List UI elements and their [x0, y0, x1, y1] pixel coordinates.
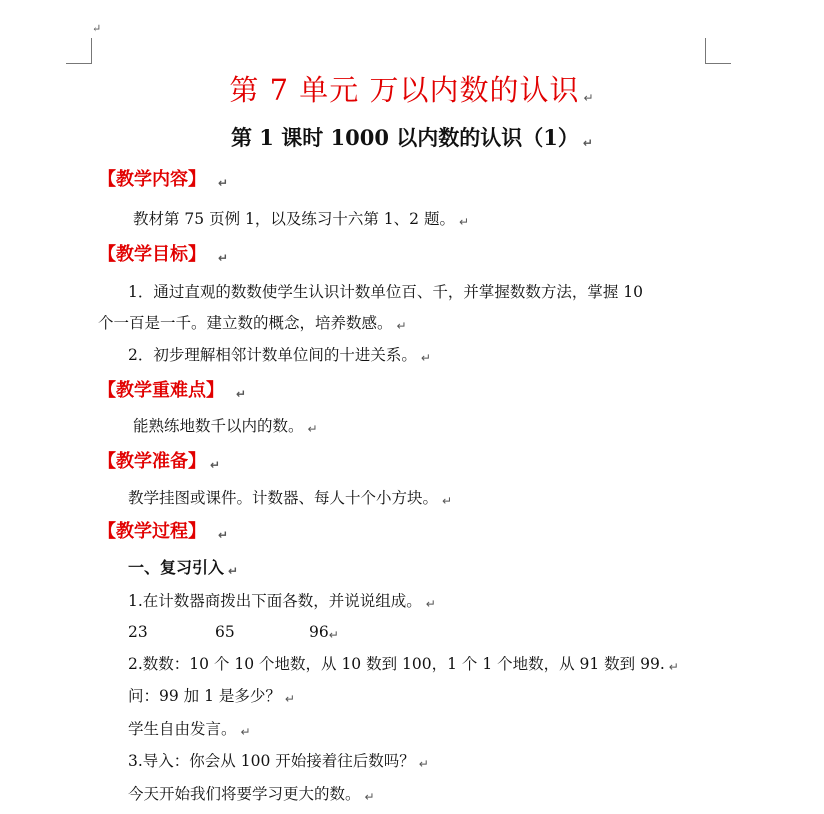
paragraph-mark-icon: ↵ — [218, 251, 229, 265]
paragraph-mark-icon: ↵ — [236, 387, 247, 401]
paragraph-mark-icon: ↵ — [420, 351, 431, 365]
section-heading-content[interactable] — [98, 170, 228, 193]
paragraph-mark-icon: ↵ — [418, 757, 429, 771]
paragraph-mark-icon: ↵ — [442, 494, 453, 508]
paragraph-mark-icon: ↵ — [364, 790, 375, 804]
number-item: 65 — [215, 623, 235, 641]
content-paragraph[interactable] — [133, 209, 469, 232]
process-student-response[interactable] — [128, 719, 251, 742]
lesson-title-text: 第 1 课时 1000 以内数的认识（1） — [231, 125, 579, 150]
process-today-text: 今天开始我们将要学习更大的数。 — [128, 785, 361, 803]
process-step-3-text: 3.导入：你会从 100 开始接着往后数吗？ — [128, 752, 415, 770]
content-text: 教材第 75 页例 1，以及练习十六第 1、2 题。 — [133, 210, 455, 228]
crop-mark-top-right-horizontal — [705, 63, 731, 64]
paragraph-mark-icon: ↵ — [218, 528, 229, 542]
paragraph-mark-icon: ↵ — [582, 136, 593, 150]
number-item: 96 — [309, 623, 329, 641]
paragraph-mark-icon: ↵ — [240, 725, 251, 739]
goal-item-1-text: 1．通过直观的数数使学生认识计数单位百、千，并掌握数数方法，掌握 10 — [128, 283, 644, 301]
key-points-paragraph[interactable] — [133, 416, 318, 439]
process-step-2-text: 2.数数：10 个 10 个地数，从 10 数到 100，1 个 1 个地数，从 91 数到 99. — [128, 655, 665, 673]
paragraph-mark-icon: ↵ — [668, 660, 679, 674]
section-heading-process[interactable] — [98, 522, 228, 545]
paragraph-mark-icon: ↵ — [218, 176, 229, 190]
process-step-1-text: 1.在计数器商拨出下面各数，并说说组成。 — [128, 592, 422, 610]
number-list[interactable] — [128, 622, 339, 645]
unit-title-text: 第 7 单元 万以内数的认识 — [229, 73, 580, 107]
goal-item-2[interactable] — [128, 345, 431, 368]
section-heading-text: 【教学内容】 — [98, 169, 206, 190]
process-sub-heading-text: 一、复习引入 — [128, 558, 225, 577]
paragraph-mark-icon: ↵ — [284, 692, 295, 706]
process-question-text: 问：99 加 1 是多少？ — [128, 687, 281, 705]
goal-item-1-text-continued: 个一百是一千。建立数的概念，培养数感。 — [98, 314, 393, 332]
preparation-paragraph[interactable] — [128, 488, 452, 511]
section-heading-goals[interactable] — [98, 245, 228, 268]
section-heading-text: 【教学重难点】 — [98, 380, 224, 401]
goal-item-1-line-2[interactable] — [98, 313, 407, 336]
goal-item-1-line-1[interactable] — [128, 282, 643, 302]
paragraph-mark-icon: ↵ — [210, 458, 221, 472]
crop-mark-top-right-vertical — [705, 38, 706, 64]
lesson-title[interactable] — [0, 122, 824, 152]
paragraph-mark-icon: ↵ — [228, 564, 239, 578]
number-item: 23 — [128, 623, 148, 641]
process-sub-heading[interactable] — [128, 558, 238, 581]
section-heading-key-points[interactable] — [98, 381, 246, 404]
section-heading-text: 【教学准备】 — [98, 451, 206, 472]
goal-item-2-text: 2．初步理解相邻计数单位间的十进关系。 — [128, 346, 417, 364]
preparation-text: 教学挂图或课件。计数器、每人十个小方块。 — [128, 489, 439, 507]
process-today[interactable] — [128, 784, 375, 807]
key-points-text: 能熟练地数千以内的数。 — [133, 417, 304, 435]
process-question[interactable] — [128, 686, 295, 709]
paragraph-mark-icon: ↵ — [307, 422, 318, 436]
student-response-text: 学生自由发言。 — [128, 720, 237, 738]
section-heading-preparation[interactable] — [98, 452, 220, 475]
process-step-2[interactable] — [128, 654, 679, 677]
section-heading-text: 【教学目标】 — [98, 244, 206, 265]
section-heading-text: 【教学过程】 — [98, 521, 206, 542]
paragraph-mark-icon: ↵ — [583, 91, 595, 105]
process-step-1[interactable] — [128, 591, 436, 614]
crop-mark-top-left-vertical — [91, 38, 92, 64]
unit-title[interactable] — [0, 68, 824, 109]
paragraph-mark-icon: ↵ — [92, 22, 102, 35]
paragraph-mark-icon: ↵ — [396, 319, 407, 333]
paragraph-mark-icon: ↵ — [458, 215, 470, 229]
paragraph-mark-icon: ↵ — [425, 597, 436, 611]
paragraph-mark-icon: ↵ — [328, 628, 339, 642]
crop-mark-top-left-horizontal — [66, 63, 92, 64]
process-step-3[interactable] — [128, 751, 429, 774]
